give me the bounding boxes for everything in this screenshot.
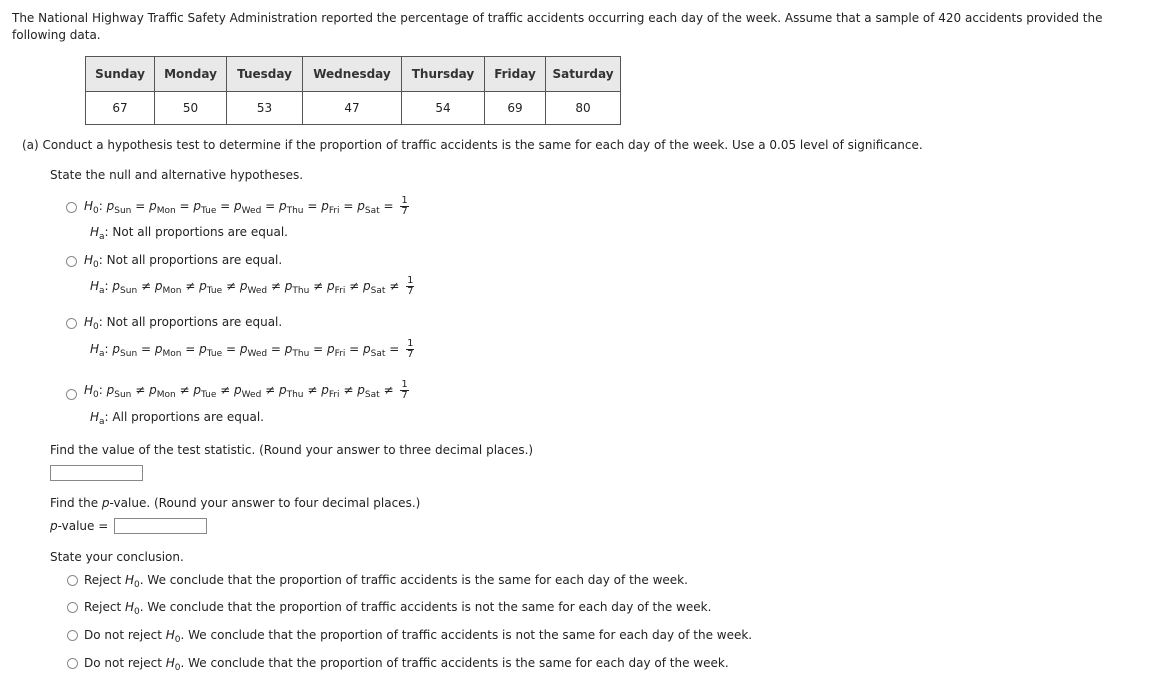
test-statistic-input[interactable] (50, 465, 143, 481)
proportion-symbol: p (326, 342, 335, 356)
proportion-subscript: Tue (206, 286, 223, 296)
proportion-subscript: Tue (206, 349, 223, 359)
proportion-subscript: Tue (200, 206, 217, 216)
table-value-row (86, 92, 621, 125)
pvalue-prompt-text: -value. (Round your answer to four decimal places.) (109, 496, 421, 510)
header-tuesday: Tuesday (227, 57, 303, 92)
proportion-subscript: Wed (241, 206, 262, 216)
conclusion-option-3: Do not reject $H_0$. We conclude that the proportion of traffic accidents is not the same for each day of the week. (84, 628, 753, 645)
proportion-symbol: p (106, 199, 115, 213)
proportion-symbol: p (326, 279, 335, 293)
part-a-question: (a) Conduct a hypothesis test to determine if the proportion of traffic accidents is the same for each day of the week. Use a 0.05 level of significance. (22, 138, 923, 152)
conclusion-option-2: Reject $H_0$. We conclude that the proportion of traffic accidents is not the same for each day of the week. (84, 600, 712, 617)
h0-text: Not all proportions are equal. (106, 253, 283, 267)
proportion-subscript: Sat (364, 390, 380, 400)
pvalue-input[interactable] (114, 518, 207, 534)
proportion-symbol: p (363, 279, 371, 293)
proportion-symbol: p (149, 199, 157, 213)
proportion-subscript: Sun (120, 286, 138, 296)
proportion-subscript: Thu (292, 286, 310, 296)
proportion-symbol: p (112, 342, 121, 356)
proportion-symbol: p (321, 383, 329, 397)
proportion-subscript: Thu (286, 206, 304, 216)
h0-text: Not all proportions are equal. (106, 315, 283, 329)
hypothesis-option-4-h0: $H_0$: $p_{Sun} \ne p_{Mon} \ne p_{Tue} \ne p_{Wed} \ne p_{Thu} \ne p_{Fri} \ne p_{Sat}$ ≠ $\frac{1}{7}$ (84, 379, 408, 401)
proportion-subscript: Mon (156, 206, 176, 216)
ha-text: All proportions are equal. (112, 410, 264, 424)
hypothesis-option-3-ha: $H_a$: $p_{Sun} = p_{Mon} = p_{Tue} = p_{Wed} = p_{Thu} = p_{Fri} = p_{Sat}$ = $\frac{1}{7}$ (90, 338, 414, 360)
fraction-one-seventh: $\frac{1}{7}$ (407, 338, 414, 360)
conclusion-option-4: Do not reject $H_0$. We conclude that the proportion of traffic accidents is the same for each day of the week. (84, 656, 729, 673)
table-header-row (86, 57, 621, 92)
proportion-subscript: Fri (334, 286, 346, 296)
value-friday: 69 (485, 92, 546, 125)
header-monday: Monday (155, 57, 227, 92)
header-sunday: Sunday (86, 57, 155, 92)
fraction-one-seventh: $\frac{1}{7}$ (401, 379, 408, 401)
proportion-subscript: Thu (292, 349, 310, 359)
hypothesis-option-3-h0: $H_0$: Not all proportions are equal. (84, 315, 283, 332)
proportion-symbol: p (106, 383, 115, 397)
proportion-subscript: Fri (328, 206, 340, 216)
proportion-symbol: p (284, 279, 293, 293)
proportion-subscript: Sat (364, 206, 380, 216)
value-thursday: 54 (402, 92, 485, 125)
proportion-subscript: Sun (114, 390, 132, 400)
proportion-symbol: p (239, 342, 248, 356)
hypothesis-option-3-radio[interactable] (66, 318, 77, 329)
proportion-symbol: p (278, 383, 287, 397)
proportion-symbol: p (363, 342, 371, 356)
value-tuesday: 53 (227, 92, 303, 125)
pvalue-label-text: -value = (57, 519, 109, 533)
proportion-symbol: p (199, 279, 207, 293)
proportion-subscript: Wed (247, 286, 268, 296)
proportion-symbol: p (149, 383, 157, 397)
hypothesis-option-2-ha: $H_a$: $p_{Sun} \ne p_{Mon} \ne p_{Tue} \ne p_{Wed} \ne p_{Thu} \ne p_{Fri} \ne p_{Sat}$ ≠ $\frac{1}{7}$ (90, 275, 414, 297)
hypothesis-option-4-ha: $H_a$: All proportions are equal. (90, 410, 264, 427)
proportion-subscript: Mon (156, 390, 176, 400)
proportion-subscript: Sat (370, 349, 386, 359)
conclusion-prompt: State your conclusion. (50, 550, 184, 564)
proportion-subscript: Fri (334, 349, 346, 359)
hypothesis-option-1-h0: $H_0$: $p_{Sun} = p_{Mon} = p_{Tue} = p_{Wed} = p_{Thu} = p_{Fri} = p_{Sat}$ = $\frac{1}{7}$ (84, 195, 408, 217)
proportion-subscript: Sun (120, 349, 138, 359)
proportion-subscript: Mon (162, 286, 182, 296)
proportion-subscript: Mon (162, 349, 182, 359)
problem-intro: The National Highway Traffic Safety Administration reported the percentage of traffic accidents occurring each day of the week. Assume that a sample of 420 accidents provided the following data. (12, 11, 1103, 42)
header-friday: Friday (485, 57, 546, 92)
proportion-subscript: Sun (114, 206, 132, 216)
conclusion-option-2-radio[interactable] (67, 602, 78, 613)
header-saturday: Saturday (546, 57, 621, 92)
value-wednesday: 47 (303, 92, 402, 125)
value-sunday: 67 (86, 92, 155, 125)
ha-text: Not all proportions are equal. (112, 225, 288, 239)
pvalue-prompt: Find the p-value. (Round your answer to four decimal places.) (50, 496, 421, 510)
state-hypotheses-label: State the null and alternative hypotheses. (50, 168, 304, 182)
header-wednesday: Wednesday (303, 57, 402, 92)
proportion-subscript: Wed (241, 390, 262, 400)
hypothesis-option-4-radio[interactable] (66, 389, 77, 400)
hypothesis-option-1-radio[interactable] (66, 202, 77, 213)
proportion-symbol: p (321, 199, 329, 213)
header-thursday: Thursday (402, 57, 485, 92)
accident-data-table (85, 56, 621, 125)
conclusion-option-1-radio[interactable] (67, 575, 78, 586)
hypothesis-option-2-h0: $H_0$: Not all proportions are equal. (84, 253, 283, 270)
proportion-symbol: p (154, 279, 163, 293)
proportion-symbol: p (239, 279, 248, 293)
value-monday: 50 (155, 92, 227, 125)
conclusion-option-3-radio[interactable] (67, 630, 78, 641)
proportion-symbol: p (234, 383, 242, 397)
conclusion-option-1: Reject $H_0$. We conclude that the proportion of traffic accidents is the same for each day of the week. (84, 573, 688, 590)
hypothesis-option-2-radio[interactable] (66, 256, 77, 267)
proportion-symbol: p (357, 199, 365, 213)
proportion-symbol: p (278, 199, 287, 213)
proportion-subscript: Thu (286, 390, 304, 400)
value-saturday: 80 (546, 92, 621, 125)
hypothesis-option-1-ha: $H_a$: Not all proportions are equal. (90, 225, 288, 242)
proportion-symbol: p (284, 342, 293, 356)
proportion-symbol: p (112, 279, 121, 293)
fraction-one-seventh: $\frac{1}{7}$ (401, 195, 408, 217)
conclusion-option-4-radio[interactable] (67, 658, 78, 669)
proportion-symbol: p (199, 342, 207, 356)
pvalue-label: p-value = (50, 519, 109, 533)
proportion-subscript: Tue (200, 390, 217, 400)
proportion-subscript: Wed (247, 349, 268, 359)
proportion-subscript: Fri (328, 390, 340, 400)
proportion-subscript: Sat (370, 286, 386, 296)
proportion-symbol: p (193, 199, 201, 213)
test-statistic-prompt: Find the value of the test statistic. (Round your answer to three decimal places.) (50, 443, 534, 457)
proportion-symbol: p (234, 199, 242, 213)
proportion-symbol: p (357, 383, 365, 397)
proportion-symbol: p (154, 342, 163, 356)
proportion-symbol: p (193, 383, 201, 397)
fraction-one-seventh: $\frac{1}{7}$ (407, 275, 414, 297)
